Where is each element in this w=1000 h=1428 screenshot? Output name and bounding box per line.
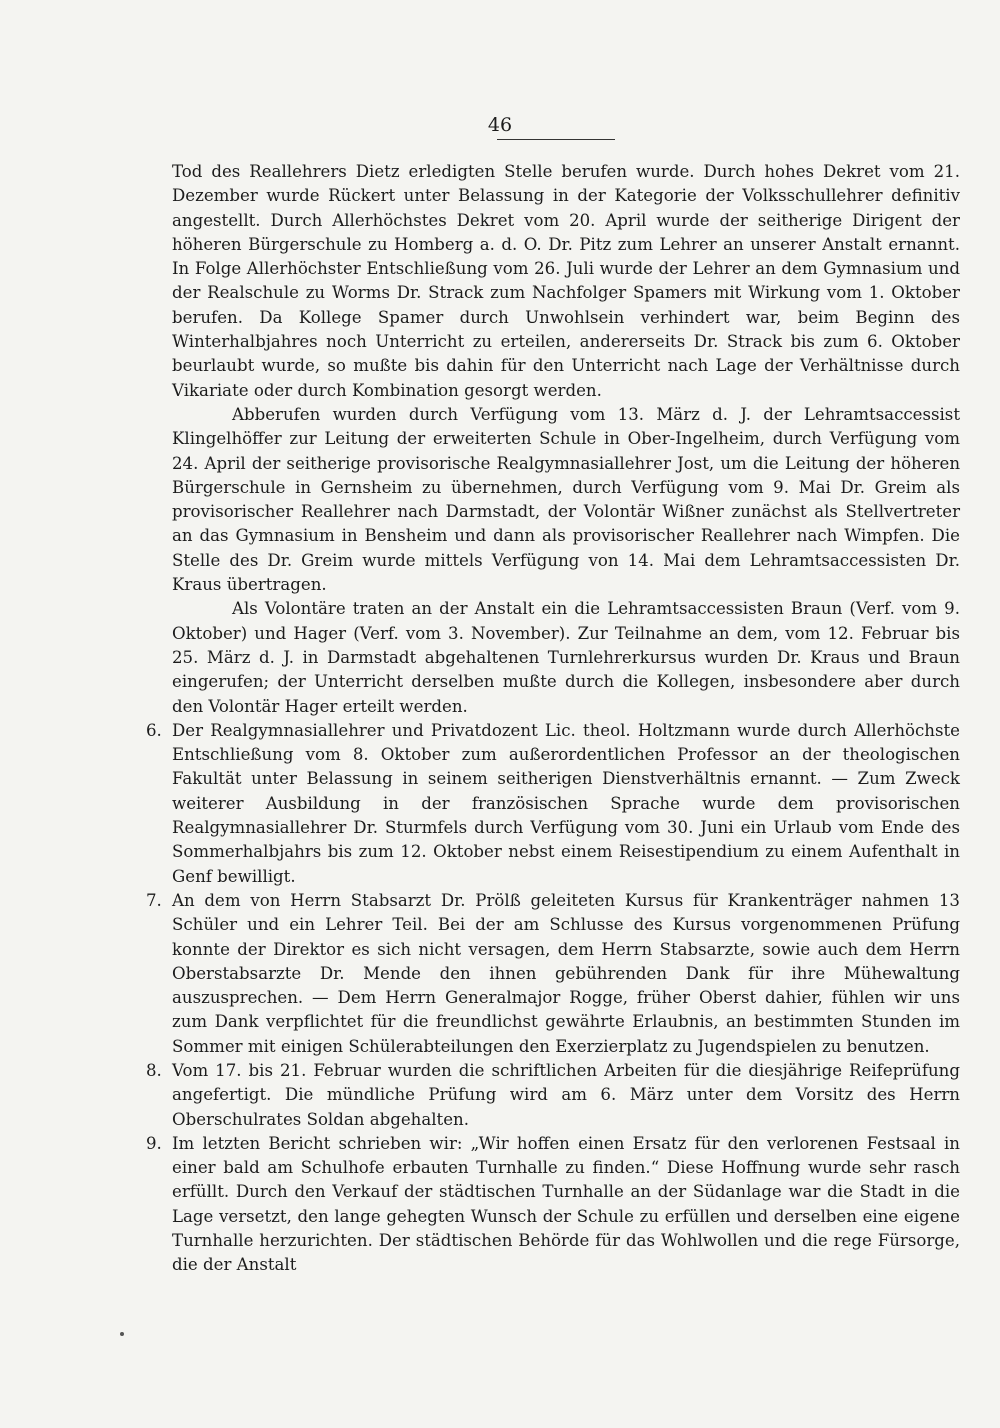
item-text: An dem von Herrn Stabsarzt Dr. Prölß geleiteten Kursus für Krankenträger nahmen 13 Schüler und ein Lehrer Teil. Bei der am Schlusse des Kursus vorgenommenen Prüfung konnte der Direktor es sich nicht versagen, dem Herrn Stabsarzte, sowie auch dem Herrn Oberstabsarzte Dr. Mende den ihnen gebührenden Dank für ihre Mühewaltung auszusprechen. — Dem Herrn Generalmajor Rogge, früher Oberst dahier, fühlen wir uns zum Dank verpflichtet für die freundlichst gewährte Erlaubnis, an bestimmten Stunden im Sommer mit einigen Schülerabteilungen den Exerzierplatz zu Jugendspielen zu benutzen. xyxy=(172,890,960,1056)
list-item xyxy=(146,1059,960,1132)
item-text: Vom 17. bis 21. Februar wurden die schriftlichen Arbeiten für die diesjährige Reifeprüfung angefertigt. Die mündliche Prüfung wird am 6. März unter dem Vorsitz des Herrn Oberschulrates Soldan abgehalten. xyxy=(172,1060,960,1129)
list-item xyxy=(146,719,960,889)
item-number: 7. xyxy=(146,890,162,910)
paragraph: Tod des Reallehrers Dietz erledigten Stelle berufen wurde. Durch hohes Dekret vom 21. Dezember wurde Rückert unter Belassung in der Kategorie der Volksschullehrer definitiv angestellt. Durch Allerhöchstes Dekret vom 20. April wurde der seitherige Dirigent der höheren Bürgerschule zu Homberg a. d. O. Dr. Pitz zum Lehrer an unserer Anstalt ernannt. In Folge Allerhöchster Entschließung vom 26. Juli wurde der Lehrer an dem Gymnasium und der Realschule zu Worms Dr. Strack zum Nachfolger Spamers mit Wirkung vom 1. Oktober berufen. Da Kollege Spamer durch Unwohlsein verhindert war, beim Beginn des Winterhalbjahres noch Unterricht zu erteilen, andererseits Dr. Strack bis zum 6. Oktober beurlaubt wurde, so mußte bis dahin für den Unterricht nach Lage der Verhältnisse durch Vikariate oder durch Kombination gesorgt werden. xyxy=(172,162,960,400)
list-item xyxy=(146,889,960,1059)
item-text: Der Realgymnasiallehrer und Privatdozent Lic. theol. Holtzmann wurde durch Allerhöchste Entschließung vom 8. Oktober zum außerordentlichen Professor an der theologischen Fakultät unter Belassung in seinem seitherigen Dienstverhältnis ernannt. — Zum Zweck weiterer Ausbildung in der französischen Sprache wurde dem provisorischen Realgymnasiallehrer Dr. Sturmfels durch Verfügung vom 30. Juni ein Urlaub vom Ende des Sommerhalbjahrs bis zum 12. Oktober nebst einem Reisestipendium zu einem Aufenthalt in Genf bewilligt. xyxy=(172,720,960,886)
page-number: 46 xyxy=(487,114,513,136)
list-item xyxy=(146,1132,960,1278)
item-number: 9. xyxy=(146,1133,162,1153)
body-text xyxy=(146,160,960,1278)
paragraph: Als Volontäre traten an der Anstalt ein die Lehramtsaccessisten Braun (Verf. vom 9. Oktober) und Hager (Verf. vom 3. November). Zur Teilnahme an dem, vom 12. Februar bis 25. März d. J. in Darmstadt abgehaltenen Turnlehrerkursus wurden Dr. Kraus und Braun eingerufen; der Unterricht derselben mußte durch die Kollegen, insbesondere aber durch den Volontär Hager erteilt werden. xyxy=(172,599,960,716)
item-text: Im letzten Bericht schrieben wir: „Wir hoffen einen Ersatz für den verlorenen Festsaal in einer bald am Schulhofe erbauten Turnhalle zu finden.“ Diese Hoffnung wurde sehr rasch erfüllt. Durch den Verkauf der städtischen Turnhalle an der Südanlage war die Stadt in die Lage versetzt, den lange gehegten Wunsch der Schule zu erfüllen und derselben eine eigene Turnhalle herzurichten. Der städtischen Behörde für das Wohlwollen und die rege Fürsorge, die der Anstalt xyxy=(172,1133,960,1275)
item-number: 6. xyxy=(146,720,162,740)
item-number: 8. xyxy=(146,1060,162,1080)
paragraph: Abberufen wurden durch Verfügung vom 13. März d. J. der Lehramtsaccessist Klingelhöffer zur Leitung der erweiterten Schule in Ober-Ingelheim, durch Verfügung vom 24. April der seitherige provisorische Realgymnasiallehrer Jost, um die Leitung der höheren Bürgerschule in Gernsheim zu übernehmen, durch Verfügung vom 9. Mai Dr. Greim als provisorischer Reallehrer nach Darmstadt, der Volontär Wißner zunächst als Stellvertreter an das Gymnasium in Bensheim und dann als provisorischer Reallehrer nach Wimpfen. Die Stelle des Dr. Greim wurde mittels Verfügung von 14. Mai dem Lehramtsaccessisten Dr. Kraus übertragen. xyxy=(172,404,960,595)
header-rule xyxy=(497,139,615,140)
ink-speck xyxy=(120,1332,124,1336)
